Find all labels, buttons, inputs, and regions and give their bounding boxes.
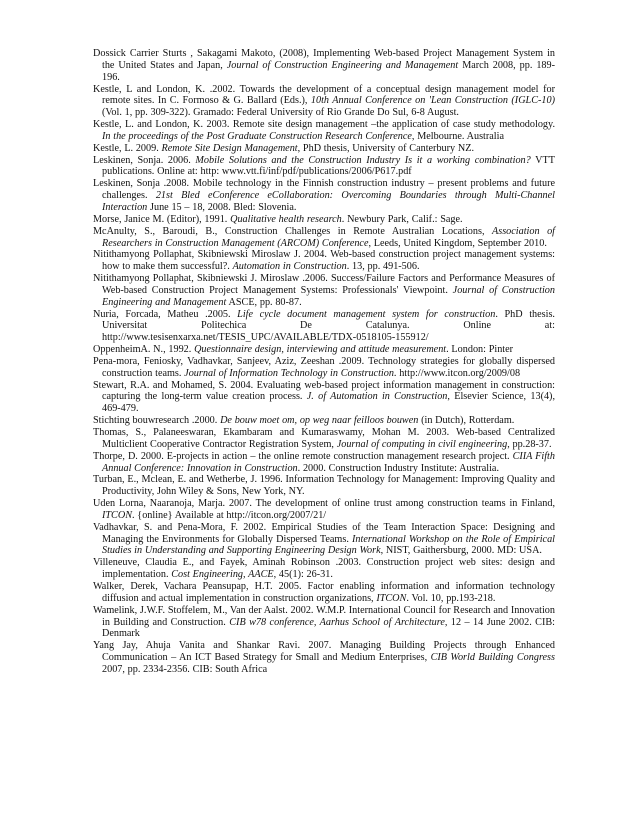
reference-text: . Vol. 10, pp.193-218. [406,592,496,604]
reference-text: Thomas, S., Palaneeswaran, Ekambaram and Kumaraswamy, Mohan M. 2003. Web-based Centralized Multiclient Cooperative Contractor Registration System, [93,427,555,450]
reference-text: (Vol. 1, pp. 309-322). Gramado: Federal University of Rio Grande Do Sul, 6-8 August. [102,107,459,119]
reference-source-title: Journal of Construction Engineering and Management [102,284,555,308]
reference-text: Stewart, R.A. and Mohamed, S. 2004. Evaluating web-based project information management in construction: capturing the long-term value creation process. [93,379,555,403]
reference-source-title: J. of Automation in Construction [306,391,448,403]
reference-entry [93,557,555,581]
reference-text: . London: Pinter [446,344,514,356]
reference-text: , 45(1): 26-31. [273,569,333,581]
reference-entry [93,119,555,143]
reference-entry [93,344,555,356]
reference-text: Wamelink, J.W.F. Stoffelem, M., Van der Aalst. 2002. W.M.P. International Council for Research and Innovation in Building and Construction. [93,604,555,628]
reference-text: 2007, pp. 2334-2356. CIB: South Africa [102,663,268,675]
reference-text: Dossick Carrier Sturts , Sakagami Makoto, (2008), Implementing Web-based Project Management System in the United States and Japan, [93,48,555,71]
reference-text: , NIST, Gaithersburg, 2000. MD: USA. [380,545,542,557]
reference-entry [93,155,555,179]
reference-text: Leskinen, Sonja .2008. Mobile technology in the Finnish construction industry – present problems and future challenges. [93,178,555,202]
reference-source-title: 10th Annual Conference on 'Lean Construction (IGLC-10) [310,95,555,107]
reference-entry [93,522,555,558]
reference-source-title: Remote Site Design Management [161,142,298,154]
reference-text: Pena-mora, Feniosky, Vadhavkar, Sanjeev, Aziz, Zeeshan .2009. Technology strategies for globally dispersed construction teams. [93,355,555,379]
reference-text: ASCE, pp. 80-87. [226,296,302,308]
reference-source-title: CIB w78 conference, Aarhus School of Architecture [229,616,445,628]
reference-text: Kestle, L. and London, K. 2003. Remote site design management –the application of case study methodology. [93,119,555,131]
reference-text: March 2008, pp. 189-196. [102,59,555,83]
reference-text: . 2000. Construction Industry Institute: Australia. [297,462,499,474]
reference-entry [93,427,555,451]
reference-source-title: Mobile Solutions and the Construction Industry Is it a working combination? [195,154,531,166]
reference-text: (in Dutch), Rotterdam. [418,415,515,427]
reference-entry [93,474,555,498]
reference-text: June 15 – 18, 2008. Bled: Slovenia. [147,201,297,213]
reference-source-title: International Workshop on the Role of Empirical Studies in Understanding and Supporting Engineering Design Work [102,533,556,557]
reference-source-title: Association of Researchers in Construction Management (ARCOM) Conference [102,225,555,249]
reference-text: Uden Lorna, Naaranoja, Marja. 2007. The development of online trust among construction teams in Finland, [93,498,555,510]
reference-entry [93,451,555,475]
reference-source-title: In the proceedings of the Post Graduate Construction Research Conference [102,130,412,142]
reference-entry [93,309,555,345]
reference-source-title: Journal of Information Technology in Construction [184,367,394,379]
reference-text: Villeneuve, Claudia E., and Fayek, Aminah Robinson .2003. Construction project web sites: design and implementation. [93,557,555,581]
reference-source-title: Automation in Construction [232,261,347,273]
reference-source-title: ITCON [376,592,407,604]
reference-source-title: Questionnaire design, interviewing and attitude measurement [194,344,447,356]
reference-entry [93,84,555,120]
reference-text: , Leeds, United Kingdom, September 2010. [368,237,547,249]
reference-text: McAnulty, S., Baroudi, B., Construction Challenges in Remote Australian Locations, [93,225,493,237]
reference-text: , Elsevier Science, 13(4), 469-479. [102,391,556,415]
reference-source-title: CIIA Fifth Annual Conference: Innovation in Construction [102,450,555,474]
reference-entry [93,273,555,309]
reference-source-title: Life cycle document management system for construction [237,308,496,320]
reference-entry [93,356,555,380]
reference-text: VTT publications. Online at: http: www.vtt.fi/inf/pdf/publications/2006/P617.pdf [102,154,555,178]
reference-text: Nitithamyong Pollaphat, Skibniewski Miroslaw J. 2004. Web-based construction project management systems: how to make them successful?. [93,249,555,273]
reference-text: Vadhavkar, S. and Pena-Mora, F. 2002. Empirical Studies of the Team Interaction Space: Designing and Managing the Environments for Globally Dispersed Teams. [93,521,555,545]
reference-text: Turban, E., Mclean, E. and Wetherbe, J. 1996. Information Technology for Management: Improving Quality and Productivity, John Wiley & Sons, New York, NY. [93,474,555,498]
reference-text: , Melbourne. Australia [411,130,504,142]
reference-entry [93,226,555,250]
reference-text: . PhD thesis. Universitat Politechica De Catalunya. Online at: http://www.tesisenxarxa.net/TESIS_UPC/AVAILABLE/TDX-0518105-155912/ [102,308,555,344]
reference-source-title: Journal of computing in civil engineering [336,438,508,450]
reference-text: Kestle, L. 2009. [93,142,162,154]
reference-text: Walker, Derek, Vachara Peansupap, H.T. 2005. Factor enabling information and information technology diffusion and actual implementation in construction organizations, [93,580,555,604]
reference-source-title: 21st Bled eConference eCollaboration: Overcoming Boundaries through Multi-Channel Interaction [102,190,555,213]
reference-text: Morse, Janice M. (Editor), 1991. [93,213,231,225]
reference-entry [93,581,555,605]
reference-list [93,48,555,676]
reference-text: . http://www.itcon.org/2009/08 [393,367,521,379]
reference-entry [93,498,555,522]
reference-source-title: De bouw moet om, op weg naar feilloos bouwen [220,415,419,427]
reference-entry [93,380,555,416]
reference-text: Leskinen, Sonja. 2006. [93,154,196,166]
reference-text: , PhD thesis, University of Canterbury NZ. [297,142,474,154]
reference-source-title: Cost Engineering, AACE [171,569,274,581]
reference-text: , 12 – 14 June 2002. CIB: Denmark [102,616,555,640]
reference-text: Yang Jay, Ahuja Vanita and Shankar Ravi. 2007. Managing Building Projects through Enhanced Communication – An ICT Based Strategy for Small and Medium Enterprises, [93,640,555,664]
reference-entry [93,214,555,226]
reference-entry [93,143,555,155]
reference-entry [93,48,555,84]
reference-entry [93,415,555,427]
reference-entry [93,249,555,273]
reference-source-title: Qualitative health research [230,213,342,225]
reference-text: Kestle, L and London, K. .2002. Towards the development of a conceptual design management model for remote sites. In C. Formoso & G. Ballard (Eds.), [93,83,555,107]
reference-source-title: CIB World Building Congress [430,652,555,664]
reference-text: Nitithamyong Pollaphat, Skibniewski J. Miroslaw .2006. Success/Failure Factors and Performance Measures of Web-based Construction Project Management Systems: Professionals' Viewpoint. [93,273,555,296]
reference-text: , pp.28-37. [507,438,552,450]
reference-text: Nuria, Forcada, Matheu .2005. [93,308,238,320]
reference-entry [93,640,555,676]
reference-source-title: ITCON [102,509,133,521]
reference-entry [93,178,555,214]
reference-source-title: Journal of Construction Engineering and Management [226,59,459,71]
reference-text: . 13, pp. 491-506. [346,261,420,273]
reference-text: . {online} Available at http://itcon.org/2007/21/ [132,509,327,521]
reference-entry [93,605,555,641]
reference-text: OppenheimA. N., 1992. [93,344,195,356]
reference-text: . Newbury Park, Calif.: Sage. [341,213,463,225]
reference-text: Thorpe, D. 2000. E-projects in action – the online remote construction management research project. [93,450,513,462]
reference-text: Stichting bouwresearch .2000. [93,415,221,427]
